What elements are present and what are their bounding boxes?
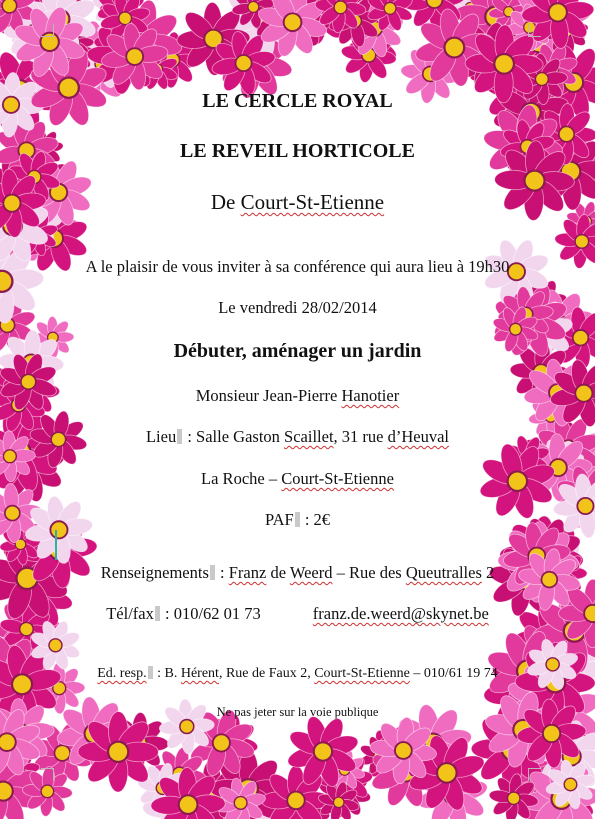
info-street: Queutralles [405,563,482,582]
editor-phone: – 010/61 19 74 [409,666,498,681]
editor-pre: : B. [153,666,181,681]
text-cursor [55,530,57,560]
fee-label: PAF [264,510,294,529]
locality-line [0,469,595,489]
venue-mid: , 31 rue [333,427,388,446]
info-first: Franz [228,563,267,582]
editor-mid: , Rue de Faux 2, [218,666,315,681]
invite-text: A le plaisir de vous inviter à sa conférence qui aura lieu à 19h30 [85,257,510,276]
editor-label: Ed. resp. [97,666,147,681]
fee-line [0,510,595,530]
info-last: Weerd [289,563,333,582]
venue-label: Lieu [145,427,177,446]
email-address[interactable]: franz.de.weerd@skynet.be [312,604,489,623]
date-text: Le vendredi 28/02/2014 [218,298,377,317]
speaker-line [0,386,595,406]
speaker-prefix: Monsieur Jean-Pierre [195,386,342,405]
title-line-1: LE CERCLE ROYAL [202,90,393,112]
talk-title: Débuter, aménager un jardin [173,340,422,362]
editor-line [0,666,595,682]
field-marker [148,666,153,679]
venue-pre: : Salle Gaston [183,427,285,446]
locality-town: Court-St-Etienne [281,469,394,488]
crop-mark-bottom-right [528,768,541,781]
field-marker [295,512,300,527]
origin-town: Court-St-Etienne [240,190,385,214]
speaker-surname: Hanotier [341,386,400,405]
origin-prefix: De [210,190,241,214]
field-marker [155,606,160,621]
origin-line [0,190,595,215]
field-marker [177,429,182,444]
info-number: 2 [481,563,495,582]
info-line [0,563,595,583]
fee-value: : 2€ [300,510,331,529]
venue-name: Scaillet [284,427,334,446]
locality-prefix: La Roche – [201,469,282,488]
phone-value: : 010/62 01 73 [160,604,261,623]
phone-label: Tél/fax [106,604,154,623]
field-marker [210,565,215,580]
editor-name: Hérent [180,666,219,681]
info-mid: de [266,563,290,582]
editor-town: Court-St-Etienne [314,666,410,681]
venue-street: d’Heuval [387,427,450,446]
crop-mark-bottom-left [41,768,54,781]
footer-note: Ne pas jeter sur la voie publique [216,705,379,719]
info-sep: : [215,563,229,582]
title-line-2: LE REVEIL HORTICOLE [180,140,415,162]
info-street-prefix: – Rue des [332,563,406,582]
venue-line [0,427,595,447]
contact-line [0,604,595,624]
info-label: Renseignements [100,563,209,582]
crop-mark-top-right [528,24,541,37]
crop-mark-top-left [41,24,54,37]
